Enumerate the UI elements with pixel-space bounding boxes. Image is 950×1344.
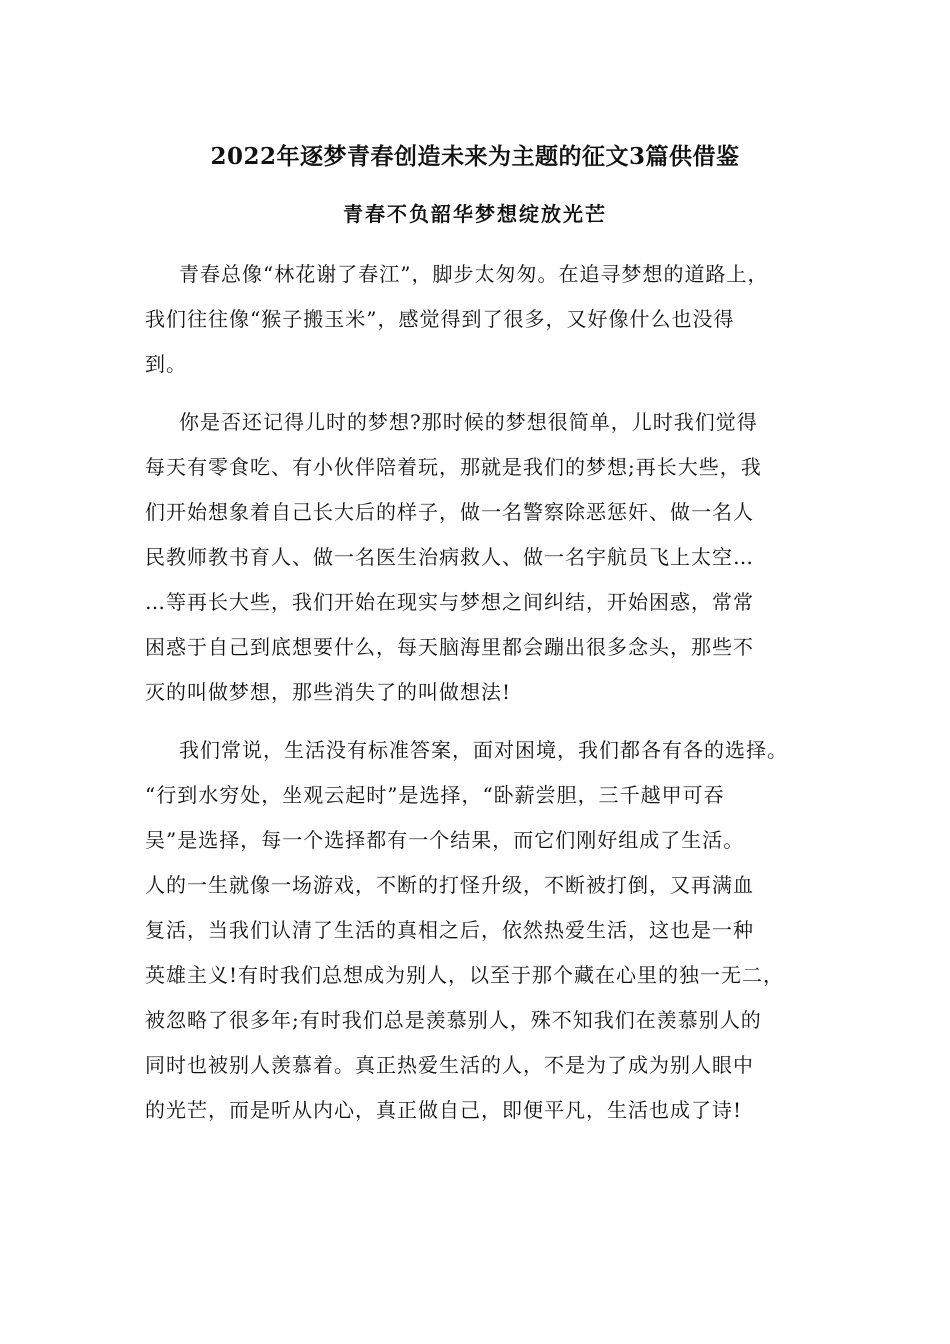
text-line: 青春总像“林花谢了春江”，脚步太匆匆。在追寻梦想的道路上， (179, 262, 769, 286)
paragraph (145, 400, 825, 715)
text-line: 的光芒，而是听从内心，真正做自己，即便平凡，生活也成了诗! (145, 1098, 743, 1122)
text-line: 吴”是选择，每一个选择都有一个结果，而它们刚好组成了生活。 (145, 828, 745, 852)
text-line: “行到水穷处，坐观云起时”是选择，“卧薪尝胆，三千越甲可吞 (145, 783, 725, 807)
paragraph (145, 728, 825, 1133)
text-line: 我们常说，生活没有标准答案，面对困境，我们都各有各的选择。 (179, 738, 788, 762)
text-line: 你是否还记得儿时的梦想?那时候的梦想很简单，儿时我们觉得 (179, 410, 758, 434)
text-line: 到。 (145, 352, 187, 376)
text-line: 同时也被别人羡慕着。真正热爱生活的人，不是为了成为别人眼中 (145, 1053, 754, 1077)
document-subtitle: 青春不负韶华梦想绽放光芒 (343, 202, 607, 226)
text-line: 人的一生就像一场游戏，不断的打怪升级，不断被打倒，又再满血 (145, 873, 754, 897)
text-line: 灭的叫做梦想，那些消失了的叫做想法! (145, 680, 512, 704)
text-line: 我们往往像“猴子搬玉米”，感觉得到了很多，又好像什么也没得 (145, 307, 735, 331)
text-line: 复活，当我们认清了生活的真相之后，依然热爱生活，这也是一种 (145, 918, 754, 942)
text-line: 困惑于自己到底想要什么，每天脑海里都会蹦出很多念头，那些不 (145, 635, 754, 659)
document-title: 2022年逐梦青春创造未来为主题的征文3篇供借鉴 (210, 143, 740, 170)
paragraph (145, 252, 825, 387)
text-line: 每天有零食吃、有小伙伴陪着玩，那就是我们的梦想;再长大些，我 (145, 455, 762, 479)
text-line: 民教师教书育人、做一名医生治病救人、做一名宇航员飞上太空… (145, 545, 754, 569)
text-line: 们开始想象着自己长大后的样子，做一名警察除恶惩奸、做一名人 (145, 500, 754, 524)
document-body (145, 252, 825, 1146)
text-line: 被忽略了很多年;有时我们总是羡慕别人，殊不知我们在羡慕别人的 (145, 1008, 762, 1032)
text-line: …等再长大些，我们开始在现实与梦想之间纠结，开始困惑，常常 (145, 590, 754, 614)
text-line: 英雄主义!有时我们总想成为别人，以至于那个藏在心里的独一无二， (145, 963, 785, 987)
